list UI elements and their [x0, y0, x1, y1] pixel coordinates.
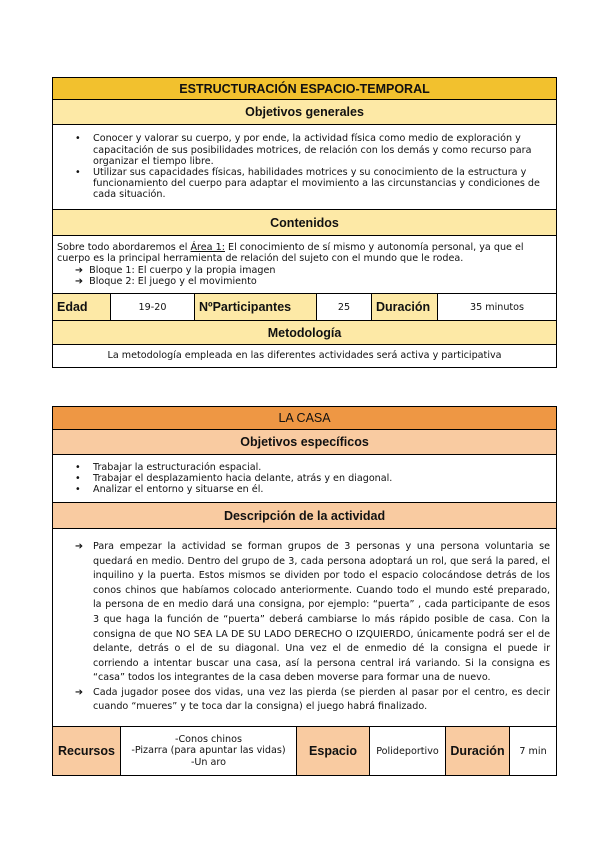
table2-title: LA CASA [53, 407, 557, 430]
duracion-label: Duración [372, 294, 438, 321]
arrow-icon: ➔ [75, 686, 84, 698]
objetivos-especificos-cell [53, 455, 557, 503]
arrow-icon: ➔ [75, 275, 84, 287]
contenidos-header: Contenidos [53, 210, 557, 236]
objetivos-generales-cell [53, 125, 557, 210]
recurso-item: -Pizarra (para apuntar las vidas) [131, 745, 286, 757]
duracion-value: 7 min [510, 727, 557, 776]
table1-title: ESTRUCTURACIÓN ESPACIO-TEMPORAL [53, 78, 557, 100]
list-item: • Trabajar la estructuración espacial. [53, 462, 550, 473]
participantes-label: NºParticipantes [195, 294, 317, 321]
edad-value: 19-20 [111, 294, 195, 321]
list-item: • Analizar el entorno y situarse en él. [53, 484, 550, 495]
table-la-casa [52, 406, 557, 776]
metodologia-header: Metodología [53, 321, 557, 345]
objetivos-especificos-header: Objetivos específicos [53, 430, 557, 455]
descripcion-header: Descripción de la actividad [53, 503, 557, 529]
list-item: • Utilizar sus capacidades físicas, habilidades motrices y su conocimiento de la estructura y funcionamiento del cuerpo para adaptar el movimiento a las circunstancias y condiciones de cada situación. [53, 167, 550, 201]
recursos-label: Recursos [53, 727, 121, 776]
arrow-icon: ➔ [75, 540, 84, 552]
edad-label: Edad [53, 294, 111, 321]
participantes-value: 25 [317, 294, 372, 321]
recursos-value [121, 727, 297, 776]
duracion-value: 35 minutos [438, 294, 557, 321]
espacio-value: Polideportivo [370, 727, 446, 776]
duracion-label: Duración [446, 727, 510, 776]
objetivos-generales-header: Objetivos generales [53, 100, 557, 125]
metodologia-text: La metodología empleada en las diferentes actividades será activa y participativa [53, 345, 557, 368]
espacio-label: Espacio [297, 727, 370, 776]
objetivos-generales-list [53, 133, 556, 200]
recurso-item: -Conos chinos [175, 733, 242, 745]
descripcion-paragraph: ➔ Para empezar la actividad se forman grupos de 3 personas y una persona voluntaria se quedará en medio. Dentro del grupo de 3, cada persona adoptará un rol, que será la pared, el inquilino y la puerta. Estos mismos se dividen por todo el espacio colocándose detrás de los conos chinos que habíamos colocado anteriormente. Cuando todo el mundo esté preparado, la persona de en medio dará una consigna, por ejemplo: “puerta” , cada participante de esos 3 que haga la función de “puerta” deberá cambiarse lo más rápido posible de casa. Con la consigna de que NO SEA LA DE SU LADO DERECHO O IZQUIERDO, únicamente podrá ser el de delante, detrás o el de su diagonal. Una vez el de enmedio dé la consigna el puede ir corriendo a intentar buscar una casa, así la persona central irá variando. Si la consigna es “casa” todos los integrantes de la casa deben moverse para formar una de nuevo. [75, 540, 551, 684]
objetivos-especificos-list [53, 462, 556, 496]
contenidos-cell [53, 236, 557, 294]
table-estructuracion [52, 77, 557, 368]
recurso-item: -Un aro [190, 756, 227, 768]
bloque-item: ➔ Bloque 1: El cuerpo y la propia imagen [75, 264, 276, 276]
contenidos-text: Sobre todo abordaremos el Área 1: El conocimiento de sí mismo y autonomía personal, ya que el cuerpo es la principal herramienta de relación del sujeto con el mundo que le rodea. [57, 242, 524, 265]
area-link-text: Área 1: [190, 242, 225, 254]
arrow-icon: ➔ [75, 264, 84, 276]
descripcion-paragraph: ➔ Cada jugador posee dos vidas, una vez las pierda (se pierden al pasar por el centro, es decir cuando “mueres” y te toca dar la consigna) el juego habrá finalizado. [75, 686, 551, 713]
list-item: • Conocer y valorar su cuerpo, y por ende, la actividad física como medio de exploración y capacitación de sus posibilidades motrices, de relación con los demás y como recurso para organizar el tiempo libre. [53, 133, 550, 167]
list-item: • Trabajar el desplazamiento hacia delante, atrás y en diagonal. [53, 473, 550, 484]
descripcion-cell [53, 529, 557, 727]
bloque-item: ➔ Bloque 2: El juego y el movimiento [75, 275, 257, 287]
